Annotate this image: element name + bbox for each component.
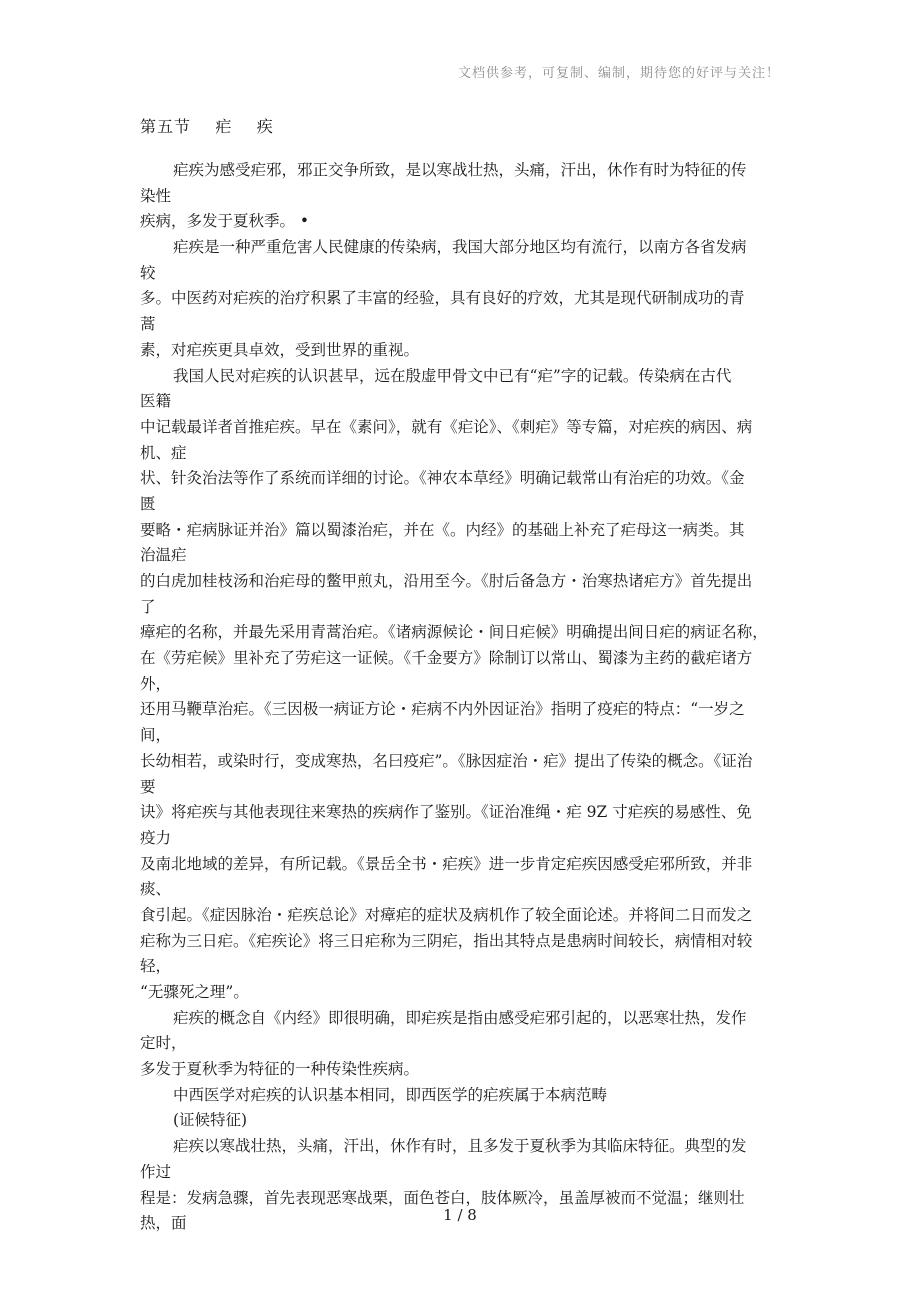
text-line: 疟疾为感受疟邪，邪正交争所致，是以寒战壮热，头痛，汗出，休作有时为特征的传	[173, 161, 747, 179]
text-line: (证候特征)	[173, 1111, 248, 1130]
text-line: 及南北地域的差异，有所记载。《景岳全书・疟疾》进一步肯定疟疾因感受疟邪所致，并非	[140, 854, 753, 873]
text-line: 治温疟	[140, 546, 187, 565]
text-line: 多发于夏秋季为特征的一种传染性疾病。	[140, 1060, 420, 1079]
text-line: 疟疾是一种严重危害人民健康的传染病，我国大部分地区均有流行，以南方各省发病	[173, 238, 747, 257]
text-line: 作过	[140, 1162, 172, 1181]
text-line: 染性	[140, 186, 172, 205]
text-line: 中记载最详者首推疟疾。早在《素问》，就有《疟论》、《刺疟》等专篇，对疟疾的病因、病	[140, 417, 753, 436]
text-line: 我国人民对疟疾的认识甚早，远在殷虚甲骨文中已有“疟”字的记载。传染病在古代	[173, 366, 732, 385]
text-line: 程是：发病急骤，首先表现恶寒战栗，面色苍白，肢体厥冷，虽盖厚被而不觉温；继则壮	[140, 1188, 745, 1207]
text-line: 还用马鞭草治疟。《三因极一病证方论・疟病不内外因证治》指明了疫疟的特点：“一岁之	[140, 700, 745, 719]
text-line: 要略・疟病脉证并治》篇以蜀漆治疟，并在《。内经》的基础上补充了疟母这一病类。其	[140, 520, 745, 539]
text-line: 多。中医药对疟疾的治疗积累了丰富的经验，具有良好的疗效，尤其是现代研制成功的青	[140, 289, 745, 308]
text-line: 状、针灸治法等作了系统而详细的讨论。《神农本草经》明确记载常山有治疟的功效。《金	[140, 469, 745, 488]
text-line: 的白虎加桂枝汤和治疟母的鳖甲煎丸，沿用至今。《肘后备急方・治寒热诸疟方》首先提出	[140, 572, 753, 590]
text-line: 机、症	[140, 443, 187, 462]
text-line: 食引起。《症因脉治・疟疾总论》对瘴疟的症状及病机作了较全面论述。并将间二日而发之	[140, 905, 753, 924]
text-line: 疟疾以寒战壮热，头痛，汗出，休作有时，且多发于夏秋季为其临床特征。典型的发	[173, 1137, 747, 1156]
text-line: 轻，	[140, 957, 172, 976]
text-line: 痰、	[140, 880, 172, 899]
header-note: 文档供参考，可复制、编制，期待您的好评与关注！	[457, 66, 780, 81]
page-number: 1 / 8	[443, 1206, 477, 1224]
text-line: 医籍	[140, 392, 172, 411]
text-line: 疟疾的概念自《内经》即很明确，即疟疾是指由感受疟邪引起的，以恶寒壮热，发作	[173, 1008, 747, 1027]
text-line: “无骤死之理”。	[140, 983, 249, 1001]
text-line: 中西医学对疟疾的认识基本相同，即西医学的疟疾属于本病范畴	[173, 1085, 608, 1104]
text-line: 要	[140, 777, 156, 796]
text-line: 蒿	[140, 315, 156, 334]
text-line: 诀》将疟疾与其他表现往来寒热的疾病作了鉴别。《证治准绳・疟 9Z 寸疟疾的易感性、免	[140, 803, 752, 822]
text-line: 热，面	[140, 1214, 187, 1233]
text-line: 外，	[140, 674, 172, 693]
text-line: 了	[140, 597, 156, 616]
body-text	[140, 158, 780, 1237]
text-line: 素，对疟疾更具卓效，受到世界的重视。	[140, 340, 420, 359]
text-line: 较	[140, 263, 156, 282]
section-title: 第五节 疟 疾	[140, 117, 274, 136]
text-line: 定时，	[140, 1034, 187, 1053]
text-line: 瘴疟的名称，并最先采用青蒿治疟。《诸病源候论・间日疟候》明确提出间日疟的病证名称，	[140, 623, 768, 642]
text-line: 疟称为三日疟。《疟疾论》将三日疟称为三阴疟，指出其特点是患病时间较长，病情相对较	[140, 931, 753, 950]
text-line: 匮	[140, 494, 156, 513]
text-line: 长幼相若，或染时行，变成寒热，名曰疫疟”。《脉因症治・疟》提出了传染的概念。《证治	[140, 751, 753, 770]
text-line: 疾病，多发于夏秋季。 •	[140, 212, 310, 231]
text-line: 疫力	[140, 828, 172, 847]
text-line: 间，	[140, 726, 172, 745]
text-line: 在《劳疟候》里补充了劳疟这一证候。《千金要方》除制订以常山、蜀漆为主药的截疟诸方	[140, 649, 753, 668]
